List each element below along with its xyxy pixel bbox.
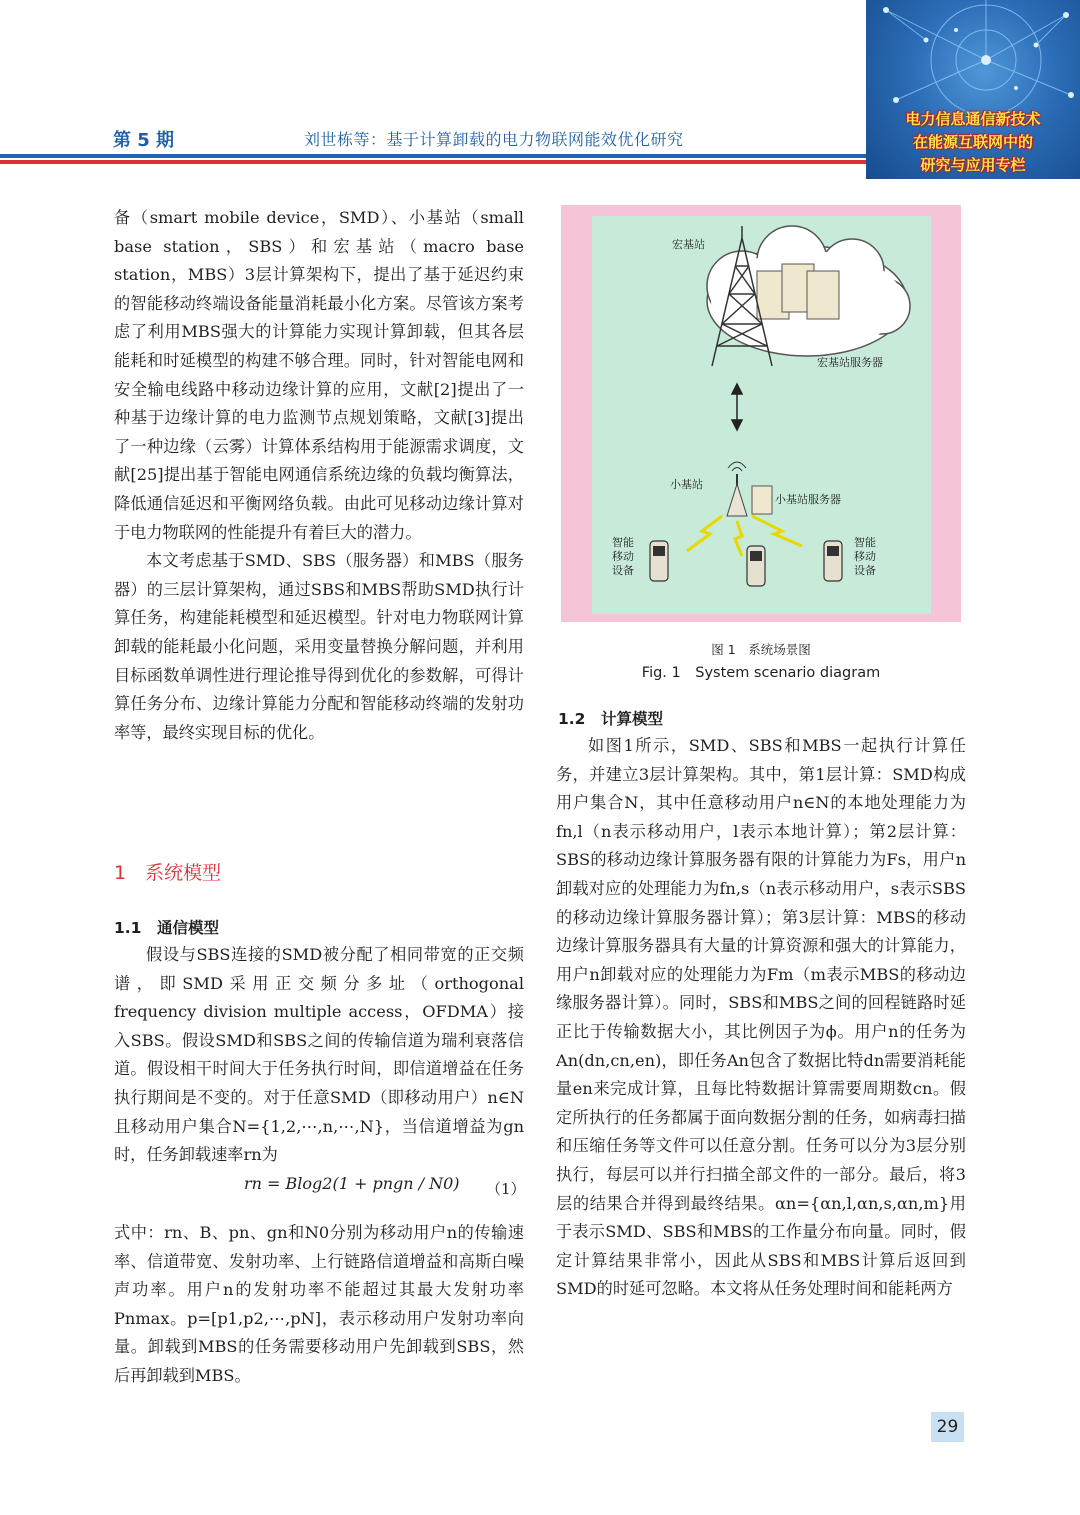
macro-server-label: 宏基站服务器 — [817, 356, 883, 369]
subsection-heading: 1.2 计算模型 — [558, 710, 663, 728]
issue-number: 第 5 期 — [113, 130, 175, 151]
macro-bs-label: 宏基站 — [672, 238, 705, 251]
device-right-label: 智能 移动 设备 — [854, 536, 876, 577]
header-rule-blue — [0, 154, 866, 158]
banner-line-3: 研究与应用专栏 — [920, 156, 1026, 174]
page-number: 29 — [931, 1412, 964, 1442]
running-title: 刘世栋等：基于计算卸载的电力物联网能效优化研究 — [304, 130, 684, 149]
right-column — [556, 732, 966, 1304]
figure-1 — [592, 216, 931, 614]
column-banner — [866, 0, 1080, 179]
figure-caption-cn: 图 1 系统场景图 — [711, 642, 811, 657]
small-bs-label: 小基站 — [670, 478, 703, 491]
paragraph: 如图1所示，SMD、SBS和MBS一起执行计算任务，并建立3层计算架构。其中，第1层计算：SMD构成用户集合N，其中任意移动用户n∈N的本地处理能力为fn,l（n表示移动用户，l表示本地计算）；第2层计算：SBS的移动边缘计算服务器有限的计算能力为Fs，用户n卸载对应的处理能力为fn,s（n表示移动用户，s表示SBS的移动边缘计算服务器计算）；第3层计算：MBS的移动边缘计算服务器具有大量的计算资源和强大的计算能力，用户n卸载对应的处理能力为Fm（m表示MBS的移动边缘服务器计算）。同时，SBS和MBS之间的回程链路时延正比于传输数据大小，其比例因子为ϕ。用户n的任务为An(dn,cn,en)，即任务An包含了数据比特dn需要消耗能量en来完成计算，且每比特数据计算需要周期数cn。假定所执行的任务都属于面向数据分割的任务，如病毒扫描和压缩任务等文件可以任意分割。任务可以分为3层分别执行，每层可以并行扫描全部文件的一部分。最后，将3层的结果合并得到最终结果。αn={αn,l,αn,s,αn,m}用于表示SMD、SBS和MBS的工作量分布向量。同时，假定计算结果非常小，因此从SBS和MBS计算后返回到SMD的时延可忽略。本文将从任务处理时间和能耗两方 — [556, 736, 966, 1299]
small-server-label: 小基站服务器 — [775, 493, 841, 506]
equation-1: rn = Blog2(1 + pngn / N0) — [244, 1174, 460, 1193]
paragraph: 本文考虑基于SMD、SBS（服务器）和MBS（服务器）的三层计算架构，通过SBS和MBS帮助SMD执行计算任务，构建能耗模型和延迟模型。针对电力物联网计算卸载的能耗最小化问题，采用变量替换分解问题，并利用目标函数单调性进行理论推导得到优化的参数解，可得计算任务分布、边缘计算能力分配和智能移动终端的发射功率等，最终实现目标的优化。 — [114, 551, 524, 742]
banner-line-1: 电力信息通信新技术 — [905, 110, 1041, 128]
header-rule-red — [0, 160, 866, 164]
wireless-link-icon — [687, 516, 802, 556]
subsection-heading: 1.1 通信模型 — [114, 919, 219, 937]
figure-caption-en: Fig. 1 System scenario diagram — [641, 665, 881, 681]
mobile-device-icon — [650, 541, 842, 586]
left-column-bottom — [114, 1219, 524, 1391]
small-server-icon — [752, 486, 772, 514]
paragraph: 式中：rn、B、pn、gn和N0分别为移动用户n的传输速率、信道带宽、发射功率、上行链路信道增益和高斯白噪声功率。用户n的发射功率不能超过其最大发射功率Pnmax。p=[p1,p2,⋯,pN]，表示移动用户发射功率向量。卸载到MBS的任务需要移动用户先卸载到SBS，然后再卸载到MBS。 — [114, 1223, 524, 1385]
device-left-label: 智能 移动 设备 — [612, 536, 634, 577]
network-graphic-icon — [866, 0, 1080, 179]
small-base-station-icon — [727, 462, 747, 516]
server-icon — [757, 264, 839, 319]
paragraph: 假设与SBS连接的SMD被分配了相同带宽的正交频谱，即SMD采用正交频分多址（orthogonal frequency division multiple access，OFDMA）接入SBS。假设SMD和SBS之间的传输信道为瑞利衰落信道。假设相干时间大于任务执行时间，即信道增益在任务执行期间是不变的。对于任意SMD（即移动用户）n∈N且移动用户集合N={1,2,⋯,n,⋯,N}，当信道增益为gn时，任务卸载速率rn为 — [114, 945, 524, 1165]
double-arrow-icon — [732, 384, 742, 430]
system-scenario-diagram — [592, 216, 931, 614]
left-column-lower — [114, 941, 524, 1170]
equation-number: （1） — [486, 1180, 526, 1198]
paragraph: 备（smart mobile device，SMD）、小基站（small base station，SBS）和宏基站（macro base station，MBS）3层计算架构下，提出了基于延迟约束的智能移动终端设备能量消耗最小化方案。尽管该方案考虑了利用MBS强大的计算能力实现计算卸载，但其各层能耗和时延模型的构建不够合理。同时，针对智能电网和安全输电线路中移动边缘计算的应用，文献[2]提出了一种基于边缘计算的电力监测节点规划策略，文献[3]提出了一种边缘（云雾）计算体系结构用于能源需求调度，文献[25]提出基于智能电网通信系统边缘的负载均衡算法，降低通信延迟和平衡网络负载。由此可见移动边缘计算对于电力物联网的性能提升有着巨大的潜力。 — [114, 208, 524, 542]
section-heading: 1 系统模型 — [114, 862, 222, 884]
banner-line-2: 在能源互联网中的 — [912, 133, 1033, 151]
left-column — [114, 204, 524, 747]
